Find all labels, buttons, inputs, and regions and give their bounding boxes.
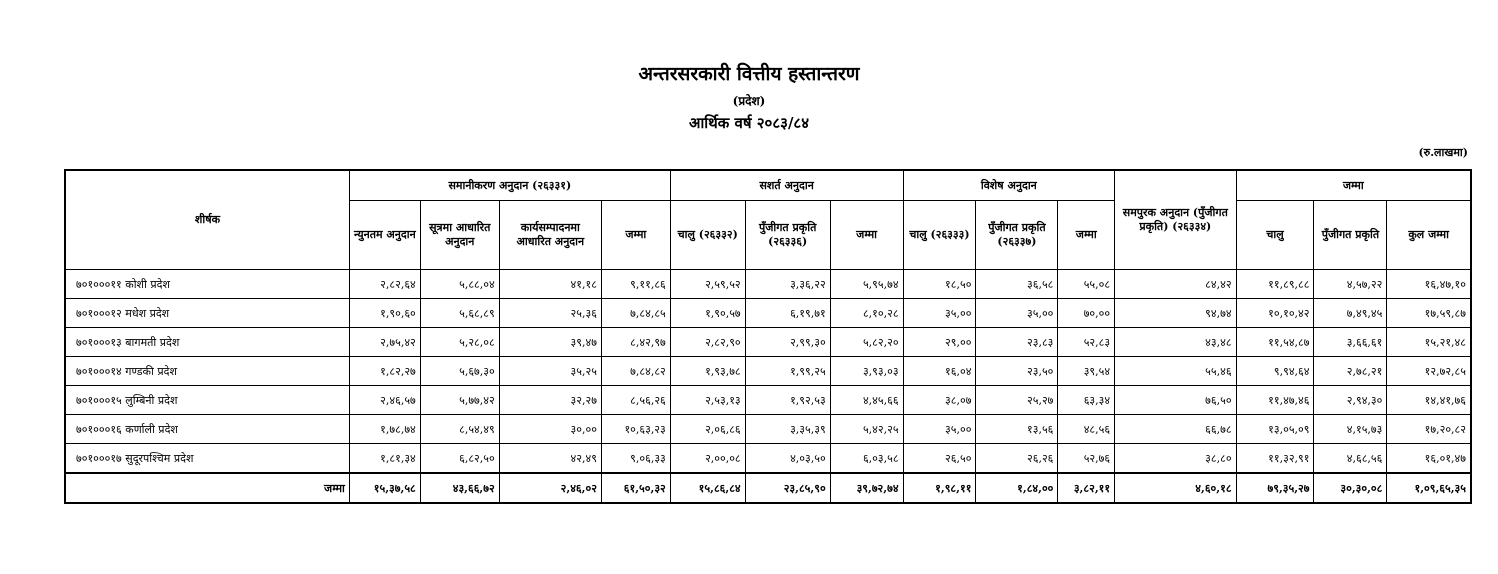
table-cell: ५,८८,०४	[420, 270, 499, 299]
table-cell: १३,५६	[976, 415, 1058, 444]
table-cell: ७०,००	[1058, 299, 1115, 328]
table-cell: ३,६६,६१	[1314, 328, 1387, 357]
subhead: चालु (२६३३३)	[903, 201, 976, 270]
table-cell: २,४६,५७	[349, 386, 420, 415]
table-row	[65, 357, 1471, 386]
table-cell: ८,५६,२६	[601, 386, 670, 415]
subhead: पुँजीगत प्रकृति	[1314, 201, 1387, 270]
table-cell: ९,९४,६४	[1236, 357, 1314, 386]
group-complementary: समपुरक अनुदान (पुँजीगत प्रकृति) (२६३३४)	[1115, 170, 1236, 270]
table-cell: ४१,१८	[499, 270, 601, 299]
table-cell: १,९३,७८	[670, 357, 745, 386]
table-cell: ८४,४२	[1115, 270, 1236, 299]
table-cell: १८,५०	[903, 270, 976, 299]
table-cell: ३९,५४	[1058, 357, 1115, 386]
table-cell: २६,५०	[903, 444, 976, 474]
table-cell: ७९,३५,२७	[1236, 473, 1314, 503]
table-cell: ९,०६,३३	[601, 444, 670, 474]
table-cell: १६,०४	[903, 357, 976, 386]
table-cell: ४३,४८	[1115, 328, 1236, 357]
table-cell: ६३,३४	[1058, 386, 1115, 415]
table-cell: ३,८२,११	[1058, 473, 1115, 503]
table-cell: ५५,४६	[1115, 357, 1236, 386]
table-cell: ११,८९,८८	[1236, 270, 1314, 299]
subhead: जम्मा	[601, 201, 670, 270]
group-conditional: सशर्त अनुदान	[670, 170, 903, 201]
table-row	[65, 444, 1471, 474]
subhead: सूत्रमा आधारित अनुदान	[420, 201, 499, 270]
table-cell: ५,६७,३०	[420, 357, 499, 386]
table-cell: २,७८,२१	[1314, 357, 1387, 386]
table-cell: ५,२८,०८	[420, 328, 499, 357]
table-cell: ६,०३,५८	[830, 444, 903, 474]
table-cell: ५,४२,२५	[830, 415, 903, 444]
subhead: पुँजीगत प्रकृति (२६३३६)	[745, 201, 830, 270]
row-label: ७०१०००१६ कर्णाली प्रदेश	[65, 415, 349, 444]
table-cell: १,८१,३४	[349, 444, 420, 474]
table-cell: ४,५७,२२	[1314, 270, 1387, 299]
table-cell: १,९९,२५	[745, 357, 830, 386]
table-cell: ११,४७,४६	[1236, 386, 1314, 415]
table-cell: ३५,२५	[499, 357, 601, 386]
group-equalization: समानीकरण अनुदान (२६३३१)	[349, 170, 670, 201]
unit-label: (रु.लाखमा)	[1418, 146, 1468, 159]
row-label: ७०१०००१५ लुम्बिनी प्रदेश	[65, 386, 349, 415]
table-cell: ९,११,८६	[601, 270, 670, 299]
table-cell: १६,०१,४७	[1387, 444, 1471, 474]
table-cell: ८,१०,२८	[830, 299, 903, 328]
table-cell: ५२,८३	[1058, 328, 1115, 357]
row-label: जम्मा	[65, 473, 349, 503]
table-cell: ४,१५,७३	[1314, 415, 1387, 444]
table-cell: १५,३७,५८	[349, 473, 420, 503]
table-cell: १,८४,००	[976, 473, 1058, 503]
table-cell: २९,००	[903, 328, 976, 357]
table-cell: १,९८,११	[903, 473, 976, 503]
table-cell: १,७८,७४	[349, 415, 420, 444]
subhead: जम्मा	[830, 201, 903, 270]
table-cell: १७,५९,८७	[1387, 299, 1471, 328]
table-cell: २,९४,३०	[1314, 386, 1387, 415]
table-cell: २५,३६	[499, 299, 601, 328]
table-cell: २,५९,५२	[670, 270, 745, 299]
table-cell: ६१,५०,३२	[601, 473, 670, 503]
table-cell: २,८२,६४	[349, 270, 420, 299]
table-cell: ३९,४७	[499, 328, 601, 357]
table-cell: २,००,०८	[670, 444, 745, 474]
table-cell: २५,२७	[976, 386, 1058, 415]
subhead: न्युनतम अनुदान	[349, 201, 420, 270]
table-cell: ३६,५८	[976, 270, 1058, 299]
table-cell: १२,७२,८५	[1387, 357, 1471, 386]
table-cell: १३,०५,०९	[1236, 415, 1314, 444]
table-cell: १५,८६,८४	[670, 473, 745, 503]
table-cell: ७,४९,४५	[1314, 299, 1387, 328]
table-cell: ३५,००	[903, 415, 976, 444]
table-cell: १४,४१,७६	[1387, 386, 1471, 415]
table-cell: ३०,००	[499, 415, 601, 444]
table-cell: ७,८४,८५	[601, 299, 670, 328]
table-cell: ४,६८,५६	[1314, 444, 1387, 474]
table-row	[65, 415, 1471, 444]
subhead: कुल जम्मा	[1387, 201, 1471, 270]
table-row	[65, 386, 1471, 415]
table-cell: ५,७७,४२	[420, 386, 499, 415]
subhead: चालु	[1236, 201, 1314, 270]
table-cell: ५५,०८	[1058, 270, 1115, 299]
page-subtitle: (प्रदेश)	[732, 94, 766, 108]
table-cell: ७,८४,८२	[601, 357, 670, 386]
subhead: जम्मा	[1058, 201, 1115, 270]
subhead: चालु (२६३३२)	[670, 201, 745, 270]
group-special: विशेष अनुदान	[903, 170, 1115, 201]
subhead: कार्यसम्पादनमा आधारित अनुदान	[499, 201, 601, 270]
table-cell: ११,३२,९१	[1236, 444, 1314, 474]
table-cell: ३२,२७	[499, 386, 601, 415]
table-cell: ५,८२,२०	[830, 328, 903, 357]
table-body	[65, 270, 1471, 504]
table-cell: १,९२,५३	[745, 386, 830, 415]
table-cell: ३५,००	[903, 299, 976, 328]
table-cell: ९४,७४	[1115, 299, 1236, 328]
table-cell: ३,९३,०३	[830, 357, 903, 386]
table-cell: ४,६०,१८	[1115, 473, 1236, 503]
table-cell: ३०,३०,०८	[1314, 473, 1387, 503]
table-cell: ६६,७८	[1115, 415, 1236, 444]
table-cell: १७,२०,८२	[1387, 415, 1471, 444]
table-cell: ३,३६,२२	[745, 270, 830, 299]
table-cell: १,०९,६५,३५	[1387, 473, 1471, 503]
table-cell: ६,८२,५०	[420, 444, 499, 474]
table-cell: ५,६८,८९	[420, 299, 499, 328]
table-cell: २३,८५,९०	[745, 473, 830, 503]
table-cell: ३५,००	[976, 299, 1058, 328]
total-row	[65, 473, 1471, 503]
table-cell: ४,४५,६६	[830, 386, 903, 415]
table-cell: २६,२६	[976, 444, 1058, 474]
table-cell: ३८,८०	[1115, 444, 1236, 474]
table-cell: ४२,४९	[499, 444, 601, 474]
transfer-table	[64, 169, 1472, 504]
table-cell: ३९,७२,७४	[830, 473, 903, 503]
table-cell: ७६,५०	[1115, 386, 1236, 415]
table-cell: ६,१९,७१	[745, 299, 830, 328]
table-cell: १,९०,६०	[349, 299, 420, 328]
table-cell: २,९९,३०	[745, 328, 830, 357]
table-cell: ११,५४,८७	[1236, 328, 1314, 357]
table-cell: ४,०३,५०	[745, 444, 830, 474]
col-head-title: शीर्षक	[65, 170, 349, 270]
table-cell: ३८,०७	[903, 386, 976, 415]
row-label: ७०१०००१३ बागमती प्रदेश	[65, 328, 349, 357]
table-cell: ८,५४,४९	[420, 415, 499, 444]
table-cell: ४३,६६,७२	[420, 473, 499, 503]
table-cell: १,९०,५७	[670, 299, 745, 328]
table-cell: २,०६,८६	[670, 415, 745, 444]
table-cell: ३,३५,३९	[745, 415, 830, 444]
table-cell: २,४६,०२	[499, 473, 601, 503]
table-cell: २३,५०	[976, 357, 1058, 386]
table-cell: ५२,७६	[1058, 444, 1115, 474]
table-cell: ८,४२,९७	[601, 328, 670, 357]
table-cell: १०,६३,२३	[601, 415, 670, 444]
row-label: ७०१०००१७ सुदूरपश्चिम प्रदेश	[65, 444, 349, 474]
table-row	[65, 270, 1471, 299]
table-cell: २,५३,१३	[670, 386, 745, 415]
table-row	[65, 299, 1471, 328]
table-cell: २३,८३	[976, 328, 1058, 357]
table-row	[65, 328, 1471, 357]
table-cell: १५,२१,४८	[1387, 328, 1471, 357]
table-cell: १,८२,२७	[349, 357, 420, 386]
subhead: पुँजीगत प्रकृति (२६३३७)	[976, 201, 1058, 270]
row-label: ७०१०००११ कोशी प्रदेश	[65, 270, 349, 299]
table-cell: २,७५,४२	[349, 328, 420, 357]
group-total: जम्मा	[1236, 170, 1471, 201]
row-label: ७०१०००१२ मधेश प्रदेश	[65, 299, 349, 328]
table-cell: १०,१०,४२	[1236, 299, 1314, 328]
page-title: अन्तरसरकारी वित्तीय हस्तान्तरण	[638, 63, 860, 85]
fiscal-year: आर्थिक वर्ष २०८३/८४	[688, 114, 810, 132]
table-cell: ४८,५६	[1058, 415, 1115, 444]
table-cell: २,८२,९०	[670, 328, 745, 357]
table-cell: ५,९५,७४	[830, 270, 903, 299]
table-cell: १६,४७,१०	[1387, 270, 1471, 299]
row-label: ७०१०००१४ गण्डकी प्रदेश	[65, 357, 349, 386]
